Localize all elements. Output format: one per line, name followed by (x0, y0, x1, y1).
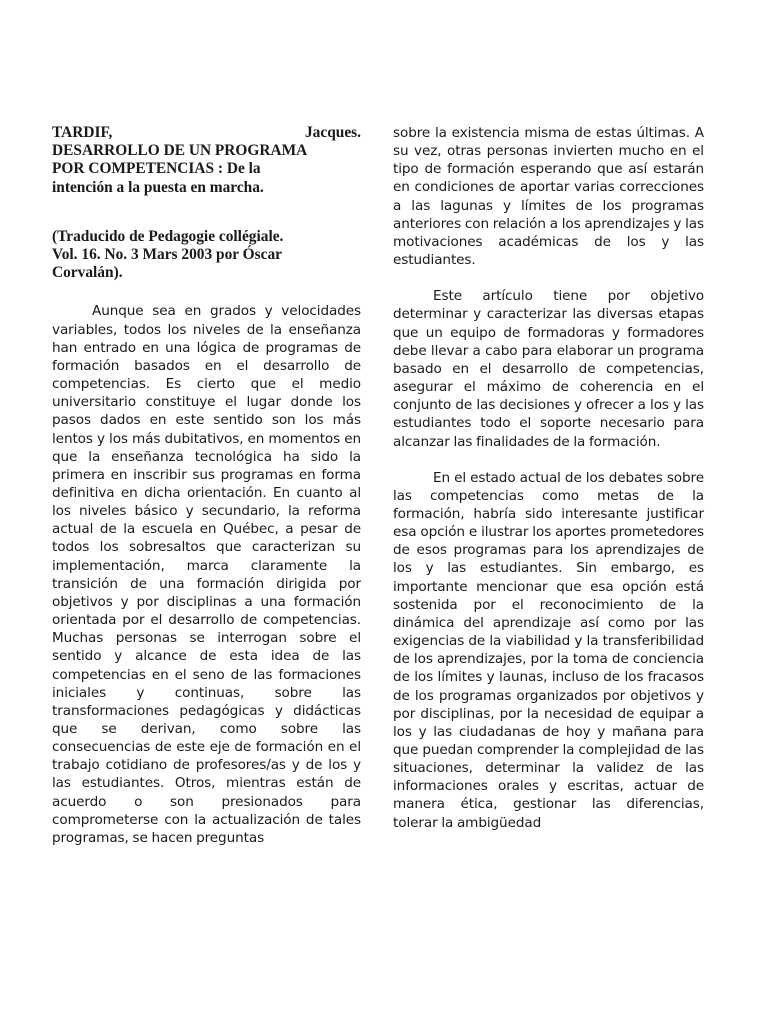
author-name: Jacques. (304, 124, 361, 141)
title-line: DESARROLLO DE UN PROGRAMA (52, 142, 308, 160)
body-paragraph: Este artículo tiene por objetivo determinar y caracterizar las diversas etapas que un equipo de formadoras y formadores debe llevar a cabo para elaborar un programa basado en el desarrollo de competencias, asegurar el máximo de coherencia en el conjunto de las decisiones y ofrecer a los y las estudiantes todo el soporte necesario para alcanzar las finalidades de la formación. (393, 288, 704, 450)
right-column (393, 124, 704, 832)
author-surname: TARDIF, (52, 124, 113, 141)
translation-source (52, 228, 361, 283)
body-paragraph: En el estado actual de los debates sobre las competencias como metas de la formación, habría sido interesante justificar esa opción e ilustrar los aportes prometedores de esos programas para los aprendizajes de los y las estudiantes. Sin embargo, es importante mencionar que esa opción está sostenida por el reconocimiento de la dinámica del aprendizaje así como por las exigencias de la viabilidad y la transferibilidad de los aprendizajes, por la toma de conciencia de los límites y launas, incluso de los fracasos de los programas organizados por objetivos y por disciplinas, por la necesidad de equipar a los y las ciudadanas de hoy y mañana para que puedan comprender la complejidad de las situaciones, determinar la validez de las informaciones orales y escritas, actuar de manera ética, gestionar las diferencias, tolerar la ambigüedad (393, 469, 704, 831)
body-paragraph-continued: sobre la existencia misma de estas últimas. A su vez, otras personas invierten mucho en el tipo de formación esperando que así estarán en condiciones de aportar varias correcciones a las lagunas y límites de los programas anteriores con relación a los aprendizajes y las motivaciones académicas de los y las estudiantes. (393, 125, 704, 269)
author-line (52, 124, 361, 142)
source-line: (Traducido de Pedagogie collégiale. (52, 227, 284, 245)
title-line: POR COMPETENCIAS : De la (52, 160, 261, 178)
title-line: intención a la puesta en marcha. (52, 178, 264, 196)
source-line: Corvalán). (52, 264, 123, 282)
source-line: Vol. 16. No. 3 Mars 2003 por Óscar (52, 246, 282, 264)
article-heading (52, 124, 361, 197)
body-paragraph: Aunque sea en grados y velocidades variables, todos los niveles de la enseñanza han entrado en una lógica de programas de formación basados en el desarrollo de competencias. Es cierto que el medio universitario constituye el lugar donde los pasos dados en este sentido son los más lentos y los más dubitativos, en momentos en que la enseñanza tecnológica ha sido la primera en inscribir sus programas en forma definitiva en dicha orientación. En cuanto al los niveles básico y secundario, la reforma actual de la escuela en Québec, a pesar de todos los sobresaltos que caracterizan su implementación, marca claramente la transición de una formación dirigida por objetivos y por disciplinas a una formación orientada por el desarrollo de competencias. Muchas personas se interrogan sobre el sentido y alcance de esta idea de las competencias en el seno de las formaciones iniciales y continuas, sobre las transformaciones pedagógicas y didácticas que se derivan, como sobre las consecuencias de este eje de formación en el trabajo cotidiano de profesores/as y de los y las estudiantes. Otros, mientras están de acuerdo o son presionados para comprometerse con la actualización de tales programas, se hacen preguntas (52, 303, 361, 846)
left-column (52, 124, 361, 847)
